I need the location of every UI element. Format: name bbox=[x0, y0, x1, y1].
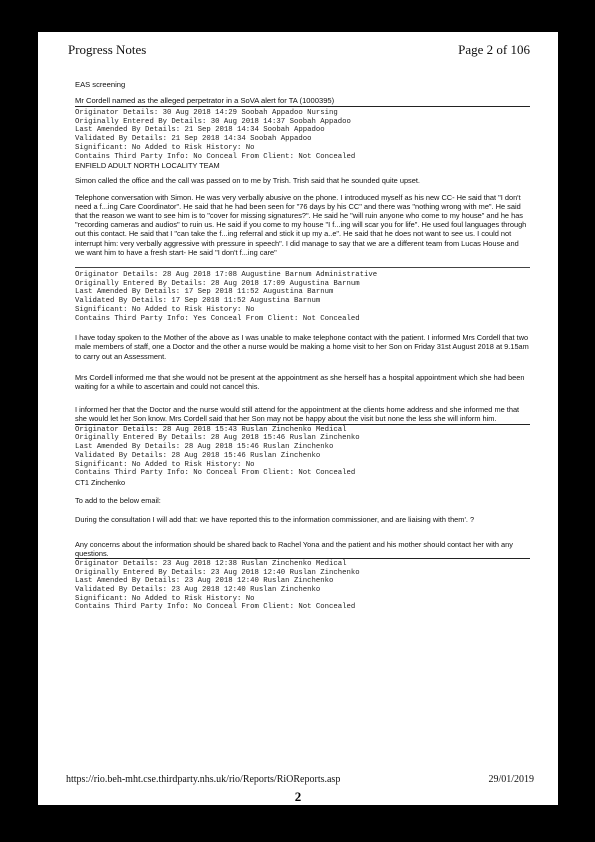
note-separator bbox=[75, 267, 530, 268]
page-indicator: Page 2 of 106 bbox=[458, 42, 530, 57]
document-title: Progress Notes bbox=[68, 42, 147, 57]
progress-note bbox=[75, 560, 530, 612]
note-paragraph: Any concerns about the information should be shared back to Rachel Yona and the patient and his mother should contact her with any questions. bbox=[75, 540, 530, 559]
progress-note bbox=[75, 109, 530, 257]
note-paragraph: During the consultation I will add that: we have reported this to the information commissioner, and are liaising with them'. ? bbox=[75, 515, 475, 525]
note-meta: Originator Details: 30 Aug 2018 14:29 Soobah Appadoo Nursing Originally Entered By Details: 30 Aug 2018 14:37 Soobah Appadoo Last Amended By Details: 21 Sep 2018 14:34 Soobah Appadoo Validated By Details: 21 Sep 2018 14:34 Soobah Appadoo Significant: No Added to Risk History: No Contains Third Party Info: No Conceal From Client: Not Concealed bbox=[75, 109, 356, 161]
note-meta: Originator Details: 28 Aug 2018 15:43 Ruslan Zinchenko Medical Originally Entered By Details: 28 Aug 2018 15:46 Ruslan Zinchenko Last Amended By Details: 28 Aug 2018 15:46 Ruslan Zinchenko Validated By Details: 28 Aug 2018 15:46 Ruslan Zinchenko Significant: No Added to Risk History: No Contains Third Party Info: No Conceal From Client: Not Concealed bbox=[75, 425, 360, 478]
note-paragraph: Telephone conversation with Simon. He was very verbally abusive on the phone. I introduced myself as his new CC- He said that "I don't need a f...ing Care Coordinator". He said that he had been seen for "76 days by his CC" and there was "nothing wrong with me". He said that the reason we want to see him is to "cover for missing signatures?". He said he "will ruin anyone who come to my house" and he has "recording cameras and audios" to ruin us. He said if you come to my house "I f...ing will scar you for life". He used foul languages through out this contact. He said that I "can take the f...ing referral and stick it up my a..e". He said that he does not want to see us. I could not interrupt him: very verbally aggressive with pressure in speech". I did manage to say that we are a different team from Lucas House and we want him to have a fresh start- He said "I don't f...ing care" bbox=[75, 192, 527, 257]
note-paragraph: Simon called the office and the call was passed on to me by Trish. Trish said that he sounded quite upset. bbox=[75, 176, 420, 186]
progress-note bbox=[75, 426, 530, 559]
note-meta: Originator Details: 23 Aug 2018 12:38 Ruslan Zinchenko Medical Originally Entered By Details: 23 Aug 2018 12:40 Ruslan Zinchenko Last Amended By Details: 23 Aug 2018 12:40 Ruslan Zinchenko Validated By Details: 23 Aug 2018 12:40 Ruslan Zinchenko Significant: No Added to Risk History: No Contains Third Party Info: No Conceal From Client: Not Concealed bbox=[75, 559, 360, 612]
alert-heading: Mr Cordell named as the alleged perpetrator in a SoVA alert for TA (1000395) bbox=[75, 96, 530, 107]
page-number: 2 bbox=[294, 789, 302, 804]
note-paragraph: I informed her that the Doctor and the nurse would still attend for the appointment at the clients home address and she informed me that she would let her Son know. Mrs Cordell said that her Son may not be happy about the visit but none the less she will inform him. bbox=[75, 405, 530, 424]
screening-label: EAS screening bbox=[75, 80, 126, 89]
note-paragraph: I have today spoken to the Mother of the above as I was unable to make telephone contact with the patient. I informed Mrs Cordell that two male members of staff, one a Doctor and the other a nurse would be making a home visit to her Son on Friday 31st August 2018 at 9.15am to carry out an Assessment. bbox=[75, 333, 529, 361]
team-name: CT1 Zinchenko bbox=[75, 477, 126, 487]
progress-note bbox=[75, 271, 530, 425]
print-date: 29/01/2019 bbox=[488, 774, 534, 785]
notes-content bbox=[75, 80, 530, 612]
note-meta: Originator Details: 28 Aug 2018 17:08 Augustine Barnum Administrative Originally Entered By Details: 28 Aug 2018 17:09 Augustina Barnum Last Amended By Details: 17 Sep 2018 11:52 Augustina Barnum Validated By Details: 17 Sep 2018 11:52 Augustina Barnum Significant: No Added to Risk History: No Contains Third Party Info: Yes Conceal From Client: Not Concealed bbox=[75, 271, 378, 323]
document-page bbox=[38, 32, 558, 805]
note-paragraph: To add to the below email: bbox=[75, 496, 161, 506]
report-url: https://rio.beh-mht.cse.thirdparty.nhs.uk/rio/Reports/RiOReports.asp bbox=[66, 774, 341, 785]
team-name: ENFIELD ADULT NORTH LOCALITY TEAM bbox=[75, 161, 220, 171]
note-paragraph: Mrs Cordell informed me that she would not be present at the appointment as she herself has a hospital appointment which she had been waiting for a while to ascertain and could not cancel this. bbox=[75, 372, 525, 392]
